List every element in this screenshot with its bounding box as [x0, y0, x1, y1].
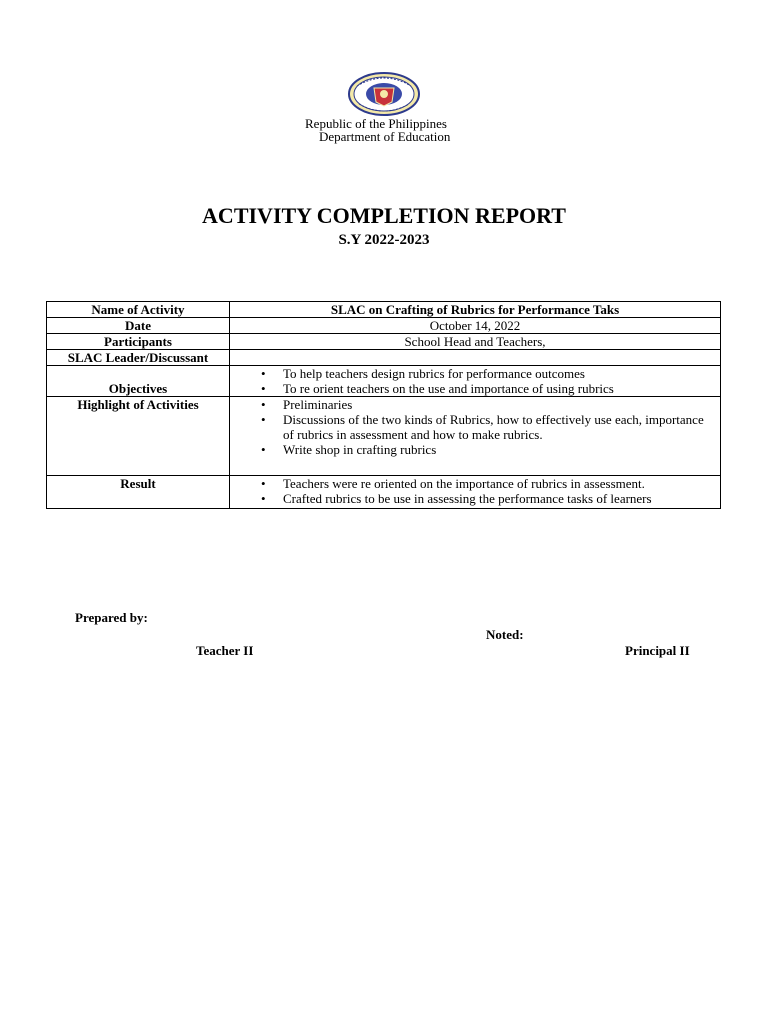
- highlights-label: Highlight of Activities: [47, 397, 230, 476]
- republic-text: Republic of the Philippines: [305, 116, 447, 131]
- list-item: • Preliminaries: [234, 397, 716, 412]
- deped-seal-icon: [347, 72, 421, 116]
- row-name-of-activity: [47, 302, 721, 318]
- row-slac-leader: [47, 350, 721, 366]
- school-year: S.Y 2022-2023: [338, 232, 430, 248]
- result-value: [230, 476, 721, 509]
- participants-label: Participants: [47, 334, 230, 350]
- list-item: • Write shop in crafting rubrics: [234, 442, 716, 457]
- department-text: Department of Education: [319, 129, 451, 144]
- slac-leader-label: SLAC Leader/Discussant: [47, 350, 230, 366]
- slac-leader-value: [230, 350, 721, 366]
- highlights-list: [234, 397, 716, 457]
- noted-label: Noted:: [486, 627, 524, 642]
- row-objectives: [47, 366, 721, 397]
- teacher-title: Teacher II: [196, 643, 254, 658]
- result-label: Result: [47, 476, 230, 509]
- objectives-value: [230, 366, 721, 397]
- list-item: • Teachers were re oriented on the importance of rubrics in assessment.: [234, 476, 716, 491]
- name-of-activity-value: SLAC on Crafting of Rubrics for Performance Taks: [230, 302, 721, 318]
- report-title: ACTIVITY COMPLETION REPORT: [202, 203, 566, 228]
- date-label: Date: [47, 318, 230, 334]
- highlights-value: [230, 397, 721, 476]
- row-result: [47, 476, 721, 509]
- objectives-list: [234, 366, 716, 396]
- principal-title: Principal II: [625, 643, 690, 658]
- row-highlights: [47, 397, 721, 476]
- row-participants: [47, 334, 721, 350]
- prepared-by-label: Prepared by:: [75, 610, 148, 625]
- result-list: [234, 476, 716, 506]
- name-of-activity-label: Name of Activity: [47, 302, 230, 318]
- list-item: • Discussions of the two kinds of Rubrics, how to effectively use each, importance of rubrics in assessment and how to make rubrics.: [234, 412, 716, 442]
- list-item: • To re orient teachers on the use and importance of using rubrics: [234, 381, 716, 396]
- row-date: [47, 318, 721, 334]
- participants-value: School Head and Teachers,: [230, 334, 721, 350]
- list-item: • To help teachers design rubrics for performance outcomes: [234, 366, 716, 381]
- objectives-label: Objectives: [47, 366, 230, 397]
- report-table: [46, 301, 721, 509]
- list-item: • Crafted rubrics to be use in assessing the performance tasks of learners: [234, 491, 716, 506]
- date-value: October 14, 2022: [230, 318, 721, 334]
